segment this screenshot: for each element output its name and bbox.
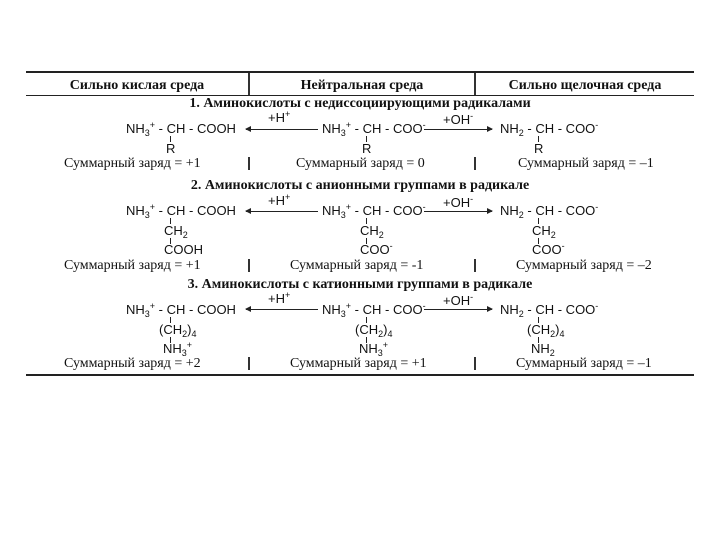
side-chain: COO- bbox=[360, 241, 393, 257]
charge-neutral: Суммарный заряд = +1 bbox=[290, 356, 427, 371]
side-chain: $NH_2$ bbox=[531, 341, 555, 358]
column-separator bbox=[474, 157, 476, 170]
arrow-label-h: +H+ bbox=[268, 192, 291, 208]
header-strong-base: Сильно щелочная среда bbox=[508, 78, 662, 93]
column-separator bbox=[248, 357, 250, 370]
charge-basic: Суммарный заряд = –2 bbox=[516, 258, 652, 273]
formula-neutral: $NH_3^+$ - CH - COO- bbox=[322, 202, 426, 220]
charge-neutral: Суммарный заряд = 0 bbox=[296, 156, 425, 171]
section-title: 2. Аминокислоты с анионными группами в радикале bbox=[190, 178, 530, 193]
side-chain: COO- bbox=[532, 241, 565, 257]
arrow-label-oh: +OH- bbox=[443, 194, 474, 210]
arrow-label-oh: +OH- bbox=[443, 292, 474, 308]
header-strong-acid: Сильно кислая среда bbox=[69, 78, 205, 93]
charge-acid: Суммарный заряд = +1 bbox=[64, 258, 201, 273]
arrow-left-icon bbox=[246, 211, 318, 212]
arrow-right-icon bbox=[424, 211, 492, 212]
arrow-label-h: +H+ bbox=[268, 109, 291, 125]
side-chain: $CH_2$ bbox=[360, 223, 384, 240]
column-separator bbox=[474, 259, 476, 272]
arrow-left-icon bbox=[246, 129, 318, 130]
charge-basic: Суммарный заряд = –1 bbox=[516, 356, 652, 371]
table-top-rule bbox=[26, 71, 694, 73]
charge-neutral: Суммарный заряд = -1 bbox=[290, 258, 424, 273]
section-title: 3. Аминокислоты с катионными группами в радикале bbox=[187, 277, 533, 292]
side-chain: $(CH_2)_4$ bbox=[527, 322, 565, 339]
formula-basic: $NH_2$ - CH - COO- bbox=[500, 202, 599, 220]
side-chain: R bbox=[166, 141, 176, 156]
formula-basic: $NH_2$ - CH - COO- bbox=[500, 120, 599, 138]
side-chain: $(CH_2)_4$ bbox=[355, 322, 393, 339]
arrow-right-icon bbox=[424, 309, 492, 310]
side-chain: $NH_3^+$ bbox=[163, 340, 193, 358]
side-chain: $(CH_2)_4$ bbox=[159, 322, 197, 339]
charge-basic: Суммарный заряд = –1 bbox=[518, 156, 654, 171]
arrow-label-h: +H+ bbox=[268, 290, 291, 306]
charge-acid: Суммарный заряд = +2 bbox=[64, 356, 201, 371]
side-chain: COOH bbox=[164, 242, 203, 257]
side-chain: $CH_2$ bbox=[532, 223, 556, 240]
header-neutral: Нейтральная среда bbox=[300, 78, 424, 93]
side-chain: $NH_3^+$ bbox=[359, 340, 389, 358]
formula-neutral: $NH_3^+$ - CH - COO- bbox=[322, 301, 426, 319]
table-bottom-rule bbox=[26, 374, 694, 376]
formula-acid: $NH_3^+$ - CH - COOH bbox=[126, 301, 236, 319]
charge-acid: Суммарный заряд = +1 bbox=[64, 156, 201, 171]
formula-neutral: $NH_3^+$ - CH - COO- bbox=[322, 120, 426, 138]
formula-acid: $NH_3^+$ - CH - COOH bbox=[126, 202, 236, 220]
arrow-label-oh: +OH- bbox=[443, 111, 474, 127]
side-chain: R bbox=[362, 141, 372, 156]
arrow-left-icon bbox=[246, 309, 318, 310]
column-separator bbox=[248, 259, 250, 272]
arrow-right-icon bbox=[424, 129, 492, 130]
formula-basic: $NH_2$ - CH - COO- bbox=[500, 301, 599, 319]
section-title: 1. Аминокислоты с недиссоциирующими радикалами bbox=[189, 96, 531, 111]
formula-acid: $NH_3^+$ - CH - COOH bbox=[126, 120, 236, 138]
column-separator bbox=[474, 357, 476, 370]
side-chain: $CH_2$ bbox=[164, 223, 188, 240]
column-separator bbox=[248, 157, 250, 170]
side-chain: R bbox=[534, 141, 544, 156]
